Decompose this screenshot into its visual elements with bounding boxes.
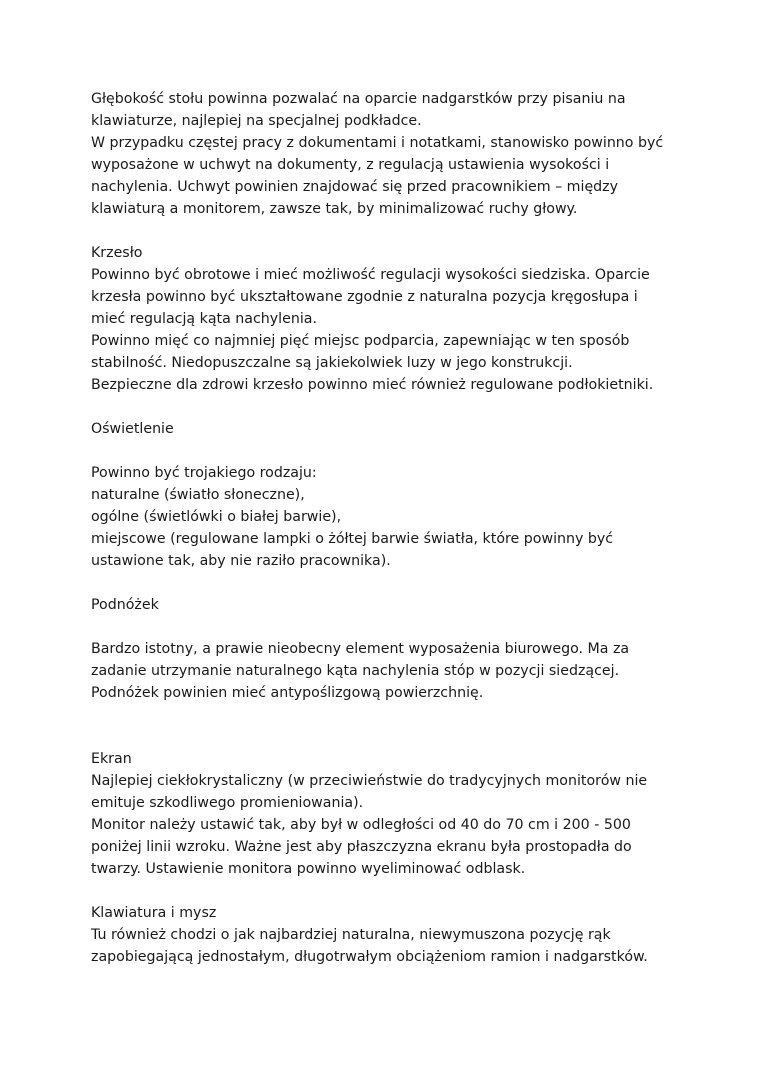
blank-line: [91, 880, 691, 902]
text-line: Tu również chodzi o jak najbardziej naturalna, niewymuszona pozycję rąk: [91, 927, 611, 943]
text-line: poniżej linii wzroku. Ważne jest aby płaszczyzna ekranu była prostopadła do: [91, 839, 632, 855]
blank-line: [91, 572, 691, 594]
text-line: naturalne (światło słoneczne),: [91, 487, 305, 503]
text-line: stabilność. Niedopuszczalne są jakiekolwiek luzy w jego konstrukcji.: [91, 355, 573, 371]
text-line: zadanie utrzymanie naturalnego kąta nachylenia stóp w pozycji siedzącej.: [91, 663, 620, 679]
text-line: zapobiegającą jednostałym, długotrwałym obciążeniom ramion i nadgarstków.: [91, 949, 648, 965]
section-heading-krzeslo: Krzesło: [91, 245, 143, 261]
text-line: Głębokość stołu powinna pozwalać na oparcie nadgarstków przy pisaniu na: [91, 91, 626, 107]
text-line: Bezpieczne dla zdrowi krzesło powinno mieć również regulowane podłokietniki.: [91, 377, 654, 393]
text-line: Bardzo istotny, a prawie nieobecny element wyposażenia biurowego. Ma za: [91, 641, 630, 657]
blank-line: [91, 704, 691, 726]
text-line: ustawione tak, aby nie raziło pracownika).: [91, 553, 391, 569]
text-line: twarzy. Ustawienie monitora powinno wyeliminować odblask.: [91, 861, 526, 877]
text-line: Monitor należy ustawić tak, aby był w odległości od 40 do 70 cm i 200 - 500: [91, 817, 631, 833]
text-line: klawiaturą a monitorem, zawsze tak, by minimalizować ruchy głowy.: [91, 201, 578, 217]
section-heading-oswietlenie: Oświetlenie: [91, 421, 174, 437]
text-line: Powinno być obrotowe i mieć możliwość regulacji wysokości siedziska. Oparcie: [91, 267, 650, 283]
text-line: klawiaturze, najlepiej na specjalnej podkładce.: [91, 113, 422, 129]
blank-line: [91, 440, 691, 462]
blank-line: [91, 726, 691, 748]
text-line: emituje szkodliwego promieniowania).: [91, 795, 364, 811]
text-line: krzesła powinno być ukształtowane zgodnie z naturalna pozycja kręgosłupa i: [91, 289, 638, 305]
document-body: [91, 88, 691, 968]
text-line: miejscowe (regulowane lampki o żółtej barwie światła, które powinny być: [91, 531, 614, 547]
section-heading-klawiatura: Klawiatura i mysz: [91, 905, 217, 921]
section-heading-ekran: Ekran: [91, 751, 132, 767]
text-line: Podnóżek powinien mieć antypoślizgową powierzchnię.: [91, 685, 484, 701]
text-line: ogólne (świetlówki o białej barwie),: [91, 509, 342, 525]
blank-line: [91, 220, 691, 242]
section-heading-podnozek: Podnóżek: [91, 597, 159, 613]
text-line: W przypadku częstej pracy z dokumentami i notatkami, stanowisko powinno być: [91, 135, 664, 151]
blank-line: [91, 396, 691, 418]
text-line: Powinno mięć co najmniej pięć miejsc podparcia, zapewniając w ten sposób: [91, 333, 630, 349]
text-line: Najlepiej ciekłokrystaliczny (w przeciwieństwie do tradycyjnych monitorów nie: [91, 773, 648, 789]
text-line: nachylenia. Uchwyt powinien znajdować się przed pracownikiem – między: [91, 179, 619, 195]
text-line: wyposażone w uchwyt na dokumenty, z regulacją ustawienia wysokości i: [91, 157, 610, 173]
blank-line: [91, 616, 691, 638]
text-line: mieć regulacją kąta nachylenia.: [91, 311, 317, 327]
text-line: Powinno być trojakiego rodzaju:: [91, 465, 317, 481]
